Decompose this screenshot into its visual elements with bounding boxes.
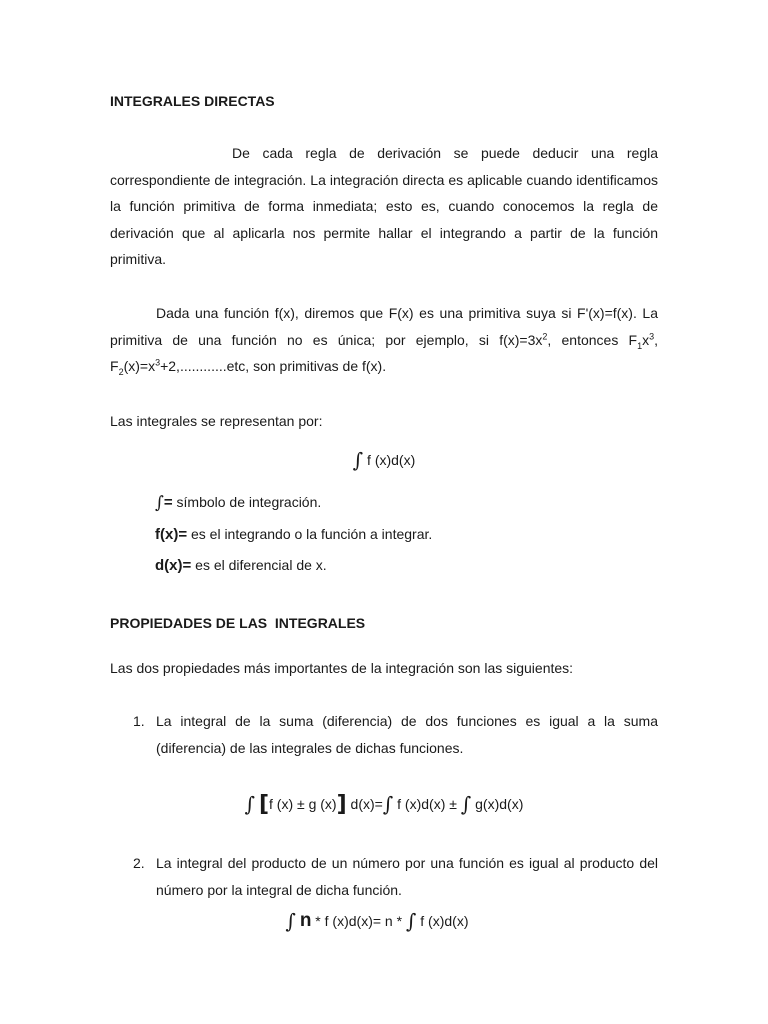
formula-integral-basic: ∫ f (x)d(x) (352, 448, 416, 472)
integral-icon: ∫ (285, 909, 296, 933)
list-item-text: La integral de la suma (diferencia) de dos funciones es igual a la suma (diferencia) de las integrales de dichas funciones. (156, 713, 658, 756)
integral-icon: ∫ (155, 493, 164, 513)
list-number: 2. (133, 855, 145, 871)
representation-intro: Las integrales se representan por: (110, 413, 323, 429)
list-number: 1. (133, 713, 145, 729)
list-item-1 (133, 708, 658, 761)
properties-intro: Las dos propiedades más importantes de la integración son las siguientes: (110, 660, 574, 676)
section-title-propiedades: PROPIEDADES DE LAS INTEGRALES (110, 615, 366, 631)
definition-integrand: f(x)= es el integrando o la función a integrar. (155, 526, 433, 543)
definition-integral-symbol: ∫= símbolo de integración. (155, 493, 322, 513)
definition-differential: d(x)= es el diferencial de x. (155, 557, 327, 574)
integral-icon: ∫ (352, 448, 364, 472)
integral-icon: ∫ (382, 792, 394, 816)
paragraph-primitiva: Dada una función f(x), diremos que F(x) es una primitiva suya si F'(x)=f(x). La primitiva de una función no es única; por ejemplo, si $f(x)=3x^2$, entonces $F_1x^3$, $F_2(x)=x^3+2,............etc$, son primitivas de f(x). (110, 305, 658, 377)
integral-icon: ∫ (460, 792, 472, 816)
formula-sum-property: ∫ [f (x) ± g (x)] d(x)=∫ f (x)d(x) ± ∫ g(x)d(x) (244, 792, 524, 817)
section-title-integrales-directas: INTEGRALES DIRECTAS (110, 93, 275, 109)
integral-icon: ∫ (405, 909, 417, 933)
formula-product-property: ∫ n * f (x)d(x)= n * ∫ f (x)d(x) (285, 909, 469, 933)
list-item-2 (133, 850, 658, 903)
list-item-text: La integral del producto de un número por una función es igual al producto del número por la integral de dicha función. (156, 855, 658, 898)
integral-icon: ∫ (244, 792, 256, 816)
paragraph-intro: De cada regla de derivación se puede deducir una regla correspondiente de integración. La integración directa es aplicable cuando identificamos la función primitiva de forma inmediata; esto es, cuando conocemos la regla de derivación que al aplicarla nos permite hallar el integrando a partir de la función primitiva. (110, 145, 658, 267)
